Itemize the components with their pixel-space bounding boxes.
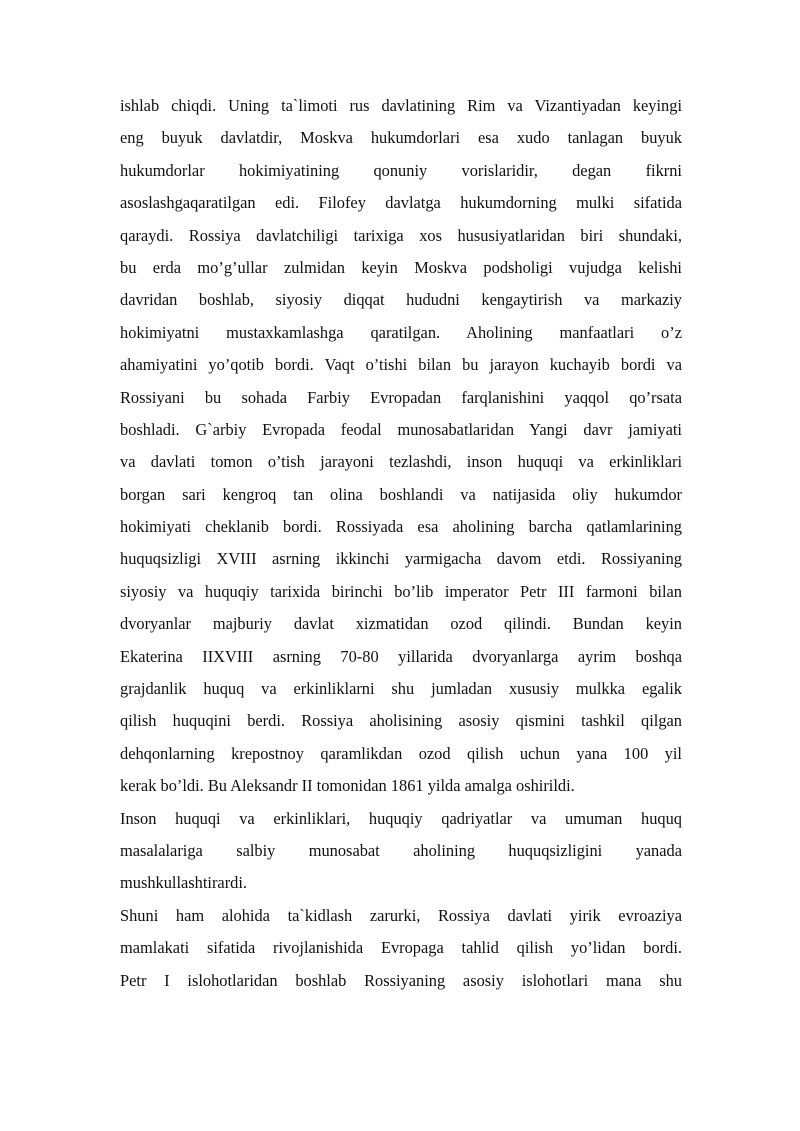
text-line: ahamiyatini yo’qotib bordi. Vaqt o’tishi bilan bu jarayon kuchayib bordi va [120,355,682,375]
text-line: Petr I islohotlaridan boshlab Rossiyaning asosiy islohotlari mana shu [120,970,682,990]
body-text [120,90,682,997]
text-line: qaraydi. Rossiya davlatchiligi tarixiga xos hususiyatlaridan biri shundaki, [120,225,682,245]
text-line: Inson huquqi va erkinliklari, huquqiy qadriyatlar va umuman huquq [120,808,682,828]
text-line: hokimiyati cheklanib bordi. Rossiyada esa aholining barcha qatlamlarining [120,517,682,537]
text-line: davridan boshlab, siyosiy diqqat hududni kengaytirish va markaziy [120,290,682,310]
text-line: dvoryanlar majburiy davlat xizmatidan ozod qilindi. Bundan keyin [120,614,682,634]
text-line: huquqsizligi XVIII asrning ikkinchi yarmigacha davom etdi. Rossiyaning [120,549,682,569]
text-line: bu erda mo’g’ullar zulmidan keyin Moskva podsholigi vujudga kelishi [120,257,682,277]
text-line: mushkullashtirardi. [120,873,248,893]
text-line: asoslashgaqaratilgan edi. Filofey davlatga hukumdorning mulki sifatida [120,193,682,213]
text-line: siyosiy va huquqiy tarixida birinchi bo’lib imperator Petr III farmoni bilan [120,581,682,601]
text-line: Shuni ham alohida ta`kidlash zarurki, Rossiya davlati yirik evroaziya [120,905,682,925]
text-line: kerak bo’ldi. Bu Aleksandr II tomonidan 1861 yilda amalga oshirildi. [120,776,575,796]
text-line: mamlakati sifatida rivojlanishida Evropaga tahlid qilish yo’lidan bordi. [120,938,682,958]
text-line: Rossiyani bu sohada Farbiy Evropadan farqlanishini yaqqol qo’rsata [120,387,682,407]
text-line: eng buyuk davlatdir, Moskva hukumdorlari esa xudo tanlagan buyuk [120,128,682,148]
text-line: grajdanlik huquq va erkinliklarni shu jumladan xususiy mulkka egalik [120,679,682,699]
text-line: hokimiyatni mustaxkamlashga qaratilgan. Aholining manfaatlari o’z [120,322,682,342]
text-line: ishlab chiqdi. Uning ta`limoti rus davlatining Rim va Vizantiyadan keyingi [120,96,682,115]
text-line: va davlati tomon o’tish jarayoni tezlashdi, inson huquqi va erkinliklari [120,452,682,472]
text-line: borgan sari kengroq tan olina boshlandi va natijasida oliy hukumdor [120,484,682,504]
text-line: Ekaterina IIXVIII asrning 70-80 yillarida dvoryanlarga ayrim boshqa [120,646,682,666]
text-line: hukumdorlar hokimiyatining qonuniy vorislaridir, degan fikrni [120,160,682,180]
text-line: masalalariga salbiy munosabat aholining huquqsizligini yanada [120,840,682,860]
text-line: boshladi. G`arbiy Evropada feodal munosabatlaridan Yangi davr jamiyati [120,419,682,439]
text-line: qilish huquqini berdi. Rossiya aholisining asosiy qismini tashkil qilgan [120,711,682,731]
text-line: dehqonlarning krepostnoy qaramlikdan ozod qilish uchun yana 100 yil [120,743,682,763]
